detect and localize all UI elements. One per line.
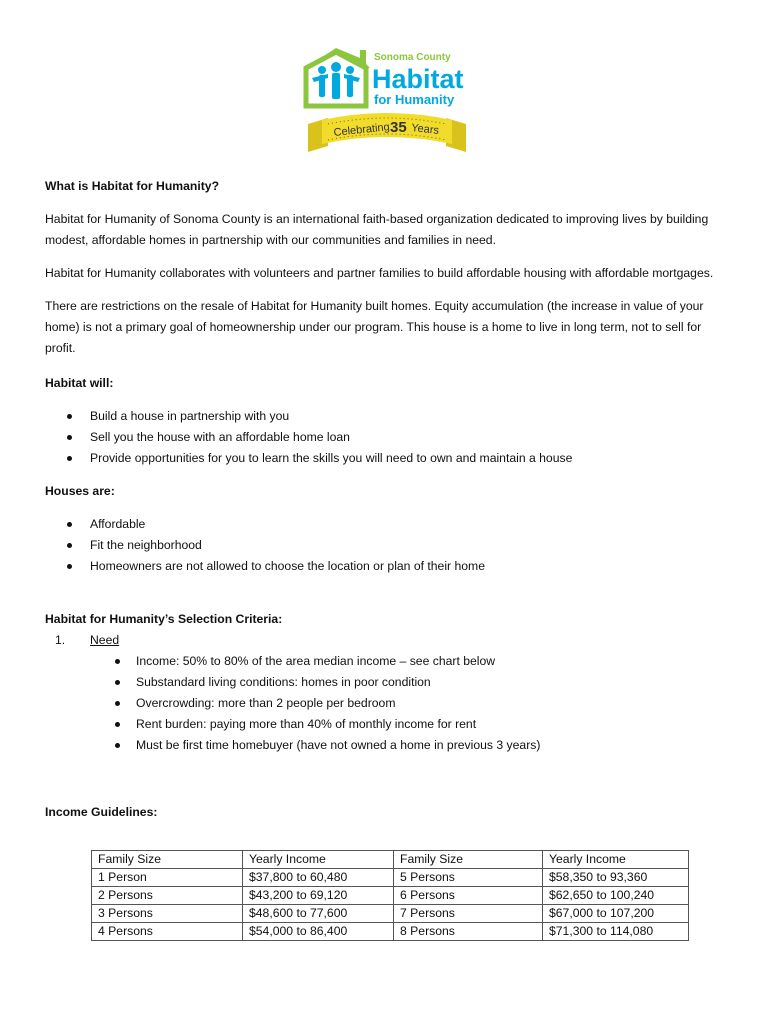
banner-number: 35 <box>390 119 407 136</box>
list-item: Affordable <box>45 514 735 535</box>
intro-paragraph-2: Habitat for Humanity collaborates with volunteers and partner families to build affordable housing with affordable mortgages. <box>45 266 714 280</box>
criteria-item-need <box>45 630 735 651</box>
table-row <box>92 923 689 941</box>
table-cell: $58,350 to 93,360 <box>543 869 689 887</box>
table-cell: Family Size <box>394 851 543 869</box>
banner-suffix: Years <box>410 122 440 137</box>
list-item: Sell you the house with an affordable home loan <box>45 427 735 448</box>
logo-name-line1: Habitat <box>372 64 464 94</box>
list-item: Provide opportunities for you to learn the skills you will need to own and maintain a house <box>45 448 735 469</box>
table-row <box>92 851 689 869</box>
list-item: Overcrowding: more than 2 people per bedroom <box>45 693 735 714</box>
logo-region-text: Sonoma County <box>374 52 451 63</box>
intro-paragraph-3: There are restrictions on the resale of Habitat for Humanity built homes. Equity accumulation (the increase in value of your home) is not a primary goal of homeownership under our program. This house is a home to live in long term, not to sell for profit. <box>45 299 704 355</box>
houses-are-heading: Houses are: <box>45 484 115 498</box>
table-cell: $48,600 to 77,600 <box>243 905 394 923</box>
table-cell: 8 Persons <box>394 923 543 941</box>
anniversary-banner <box>308 113 466 152</box>
criteria-need-label: Need <box>90 633 120 647</box>
table-cell: $67,000 to 107,200 <box>543 905 689 923</box>
list-item: Build a house in partnership with you <box>45 406 735 427</box>
document-body <box>45 176 735 823</box>
intro-heading: What is Habitat for Humanity? <box>45 179 220 193</box>
table-cell: Yearly Income <box>543 851 689 869</box>
table-row <box>92 905 689 923</box>
criteria-heading: Habitat for Humanity’s Selection Criteria: <box>45 612 283 626</box>
habitat-logo <box>298 44 478 162</box>
logo-graphic <box>298 44 478 162</box>
intro-paragraph-1: Habitat for Humanity of Sonoma County is an international faith-based organization dedicated to improving lives by building modest, affordable homes in partnership with our communities and families in need. <box>45 212 709 247</box>
table-cell: 2 Persons <box>92 887 243 905</box>
list-item: Income: 50% to 80% of the area median income – see chart below <box>45 651 735 672</box>
table-row <box>92 887 689 905</box>
criteria-number: 1. <box>55 633 66 647</box>
table-cell: 3 Persons <box>92 905 243 923</box>
income-heading: Income Guidelines: <box>45 805 158 819</box>
table-cell: $54,000 to 86,400 <box>243 923 394 941</box>
logo-name-line2: for Humanity <box>374 92 455 107</box>
table-cell: 4 Persons <box>92 923 243 941</box>
table-cell: 1 Person <box>92 869 243 887</box>
table-cell: $43,200 to 69,120 <box>243 887 394 905</box>
table-cell: 6 Persons <box>394 887 543 905</box>
table-cell: 5 Persons <box>394 869 543 887</box>
income-guidelines-table <box>91 850 689 941</box>
habitat-will-list <box>45 406 735 469</box>
banner-prefix: Celebrating <box>333 121 391 139</box>
habitat-will-heading: Habitat will: <box>45 376 114 390</box>
list-item: Fit the neighborhood <box>45 535 735 556</box>
list-item: Substandard living conditions: homes in poor condition <box>45 672 735 693</box>
table-cell: Yearly Income <box>243 851 394 869</box>
table-row <box>92 869 689 887</box>
houses-are-list <box>45 514 735 577</box>
list-item: Homeowners are not allowed to choose the location or plan of their home <box>45 556 735 577</box>
table-cell: $37,800 to 60,480 <box>243 869 394 887</box>
criteria-need-list <box>45 651 735 756</box>
table-cell: Family Size <box>92 851 243 869</box>
list-item: Must be first time homebuyer (have not owned a home in previous 3 years) <box>45 735 735 756</box>
table-cell: 7 Persons <box>394 905 543 923</box>
table-cell: $62,650 to 100,240 <box>543 887 689 905</box>
table-cell: $71,300 to 114,080 <box>543 923 689 941</box>
list-item: Rent burden: paying more than 40% of monthly income for rent <box>45 714 735 735</box>
